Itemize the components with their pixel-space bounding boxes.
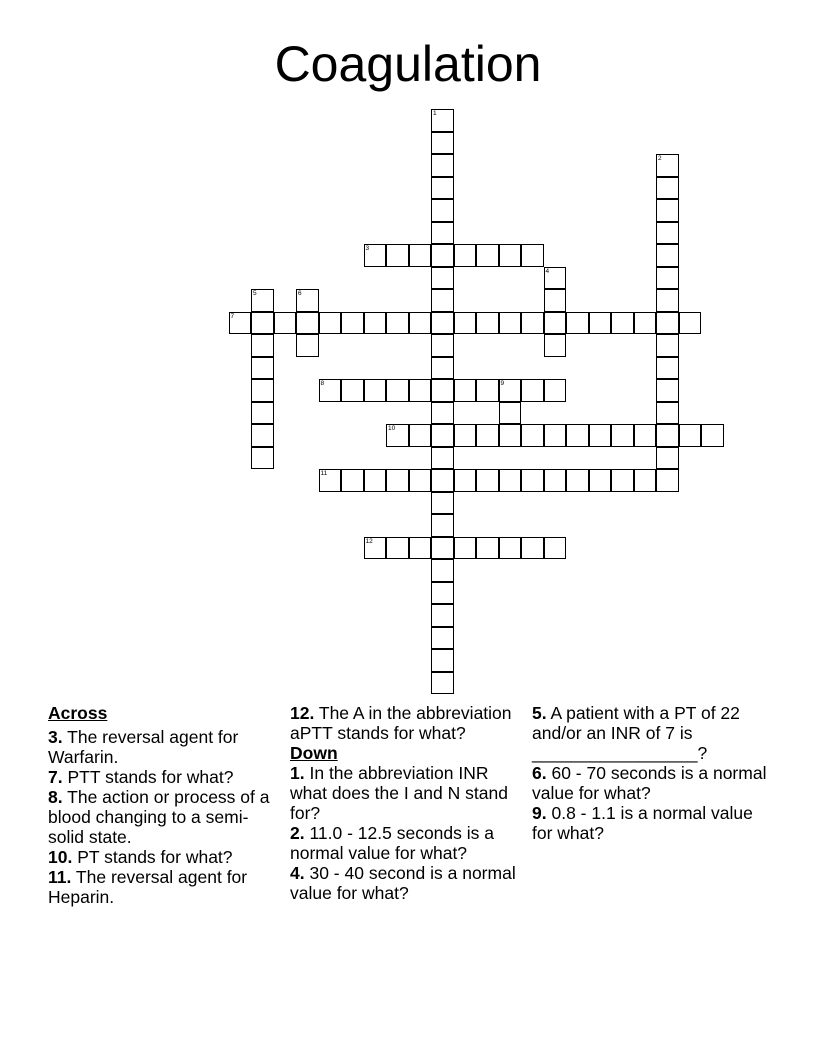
down-clue-5: 5. A patient with a PT of 22 and/or an INR of 7 is _________________? xyxy=(532,703,740,763)
grid-cell[interactable] xyxy=(476,537,499,560)
grid-cell[interactable] xyxy=(431,582,454,605)
cell-number: 6 xyxy=(298,290,302,297)
grid-cell[interactable] xyxy=(409,469,432,492)
grid-cell[interactable] xyxy=(499,424,522,447)
cell-number: 8 xyxy=(320,380,325,387)
grid-cell[interactable] xyxy=(319,379,342,402)
grid-cell[interactable] xyxy=(431,109,454,132)
across-clue-10: 10. PT stands for what? xyxy=(48,847,233,867)
grid-cell[interactable] xyxy=(634,312,657,335)
grid-cell[interactable] xyxy=(544,289,567,312)
cell-number: 10 xyxy=(388,425,396,432)
grid-cell[interactable] xyxy=(521,469,544,492)
grid-cell[interactable] xyxy=(364,379,387,402)
down-clue-2: 2. 11.0 - 12.5 seconds is a normal value for what? xyxy=(290,823,494,863)
grid-cell[interactable] xyxy=(589,469,612,492)
grid-cell[interactable] xyxy=(499,402,522,425)
grid-cell[interactable] xyxy=(431,312,454,335)
cell-number: 4 xyxy=(545,267,550,275)
grid-cell[interactable] xyxy=(566,469,589,492)
grid-cell[interactable] xyxy=(634,424,657,447)
grid-cell[interactable] xyxy=(476,424,499,447)
grid-cell[interactable] xyxy=(499,244,522,267)
grid-cell[interactable] xyxy=(544,379,567,402)
cell-number: 12 xyxy=(365,537,373,545)
grid-cell[interactable] xyxy=(251,402,274,425)
grid-cell[interactable] xyxy=(296,334,319,357)
grid-cell[interactable] xyxy=(566,424,589,447)
grid-cell[interactable] xyxy=(611,424,634,447)
grid-cell[interactable] xyxy=(364,537,387,560)
grid-cell[interactable] xyxy=(656,244,679,267)
grid-cell[interactable] xyxy=(431,289,454,312)
across-clue-7: 7. PTT stands for what? xyxy=(48,767,234,787)
across-heading: Across xyxy=(48,703,108,723)
grid-cell[interactable] xyxy=(656,222,679,245)
grid-cell[interactable] xyxy=(656,199,679,222)
grid-cell[interactable] xyxy=(679,424,702,447)
grid-cell[interactable] xyxy=(656,154,679,177)
grid-cell[interactable] xyxy=(521,424,544,447)
across-clue-3: 3. The reversal agent for Warfarin. xyxy=(48,727,239,767)
grid-cell[interactable] xyxy=(296,312,319,335)
down-clue-1: 1. In the abbreviation INR what does the I and N stand for? xyxy=(290,763,508,823)
grid-cell[interactable] xyxy=(319,312,342,335)
across-clue-8: 8. The action or process of a blood changing to a semi-solid state. xyxy=(48,787,270,847)
grid-cell[interactable] xyxy=(341,469,364,492)
cell-number: 9 xyxy=(500,380,505,387)
grid-cell[interactable] xyxy=(431,244,454,267)
grid-cell[interactable] xyxy=(431,402,454,425)
grid-cell[interactable] xyxy=(656,379,679,402)
grid-cell[interactable] xyxy=(251,357,274,380)
grid-cell[interactable] xyxy=(431,604,454,627)
grid-cell[interactable] xyxy=(431,177,454,200)
grid-cell[interactable] xyxy=(251,334,274,357)
grid-cell[interactable] xyxy=(409,244,432,267)
grid-cell[interactable] xyxy=(431,199,454,222)
grid-cell[interactable] xyxy=(386,424,409,447)
clues-column-3 xyxy=(532,703,772,843)
grid-cell[interactable] xyxy=(589,312,612,335)
grid-cell[interactable] xyxy=(544,469,567,492)
grid-cell[interactable] xyxy=(679,312,702,335)
grid-cell[interactable] xyxy=(251,379,274,402)
grid-cell[interactable] xyxy=(634,469,657,492)
down-clue-9: 9. 0.8 - 1.1 is a normal value for what? xyxy=(532,803,753,843)
grid-cell[interactable] xyxy=(521,537,544,560)
across-clue-11: 11. The reversal agent for Heparin. xyxy=(48,867,248,907)
grid-cell[interactable] xyxy=(431,537,454,560)
grid-cell[interactable] xyxy=(274,312,297,335)
grid-cell[interactable] xyxy=(656,402,679,425)
cell-number: 11 xyxy=(320,470,328,477)
grid-cell[interactable] xyxy=(499,312,522,335)
grid-cell[interactable] xyxy=(454,244,477,267)
grid-cell[interactable] xyxy=(544,267,567,290)
clues-column-2 xyxy=(290,703,522,903)
down-clue-6: 6. 60 - 70 seconds is a normal value for what? xyxy=(532,763,767,803)
grid-cell[interactable] xyxy=(656,447,679,470)
grid-cell[interactable] xyxy=(656,267,679,290)
grid-cell[interactable] xyxy=(476,469,499,492)
grid-cell[interactable] xyxy=(409,379,432,402)
grid-cell[interactable] xyxy=(431,154,454,177)
grid-cell[interactable] xyxy=(544,312,567,335)
down-heading: Down xyxy=(290,743,338,763)
grid-cell[interactable] xyxy=(431,559,454,582)
grid-cell[interactable] xyxy=(431,334,454,357)
grid-cell[interactable] xyxy=(454,537,477,560)
grid-cell[interactable] xyxy=(386,469,409,492)
grid-cell[interactable] xyxy=(431,424,454,447)
grid-cell[interactable] xyxy=(656,357,679,380)
clues-column-1 xyxy=(48,703,280,907)
grid-cell[interactable] xyxy=(431,672,454,695)
cell-number: 1 xyxy=(433,110,437,117)
grid-cell[interactable] xyxy=(341,312,364,335)
grid-cell[interactable] xyxy=(431,447,454,470)
grid-cell[interactable] xyxy=(656,177,679,200)
grid-cell[interactable] xyxy=(251,447,274,470)
grid-cell[interactable] xyxy=(499,537,522,560)
grid-cell[interactable] xyxy=(364,312,387,335)
grid-cell[interactable] xyxy=(431,649,454,672)
grid-cell[interactable] xyxy=(656,289,679,312)
grid-cell[interactable] xyxy=(364,469,387,492)
page-title: Coagulation xyxy=(274,36,542,92)
grid-cell[interactable] xyxy=(431,469,454,492)
grid-cell[interactable] xyxy=(454,312,477,335)
grid-cell[interactable] xyxy=(589,424,612,447)
grid-cell[interactable] xyxy=(431,357,454,380)
grid-cell[interactable] xyxy=(476,379,499,402)
grid-cell[interactable] xyxy=(319,469,342,492)
grid-cell[interactable] xyxy=(521,312,544,335)
grid-cell[interactable] xyxy=(476,312,499,335)
grid-cell[interactable] xyxy=(251,424,274,447)
cell-number: 3 xyxy=(365,245,370,252)
grid-cell[interactable] xyxy=(521,244,544,267)
grid-cell[interactable] xyxy=(454,469,477,492)
grid-cell[interactable] xyxy=(656,469,679,492)
grid-cell[interactable] xyxy=(431,514,454,537)
grid-cell[interactable] xyxy=(499,469,522,492)
grid-cell[interactable] xyxy=(431,222,454,245)
down-clue-4: 4. 30 - 40 second is a normal value for what? xyxy=(290,863,516,903)
grid-cell[interactable] xyxy=(386,244,409,267)
grid-cell[interactable] xyxy=(544,537,567,560)
grid-cell[interactable] xyxy=(386,312,409,335)
grid-cell[interactable] xyxy=(566,312,589,335)
cell-number: 7 xyxy=(230,312,235,320)
grid-cell[interactable] xyxy=(386,537,409,560)
grid-cell[interactable] xyxy=(431,379,454,402)
grid-cell[interactable] xyxy=(476,244,499,267)
grid-cell[interactable] xyxy=(364,244,387,267)
grid-cell[interactable] xyxy=(431,267,454,290)
grid-cell[interactable] xyxy=(409,424,432,447)
grid-cell[interactable] xyxy=(409,537,432,560)
cell-number: 2 xyxy=(658,155,662,162)
grid-cell[interactable] xyxy=(251,312,274,335)
grid-cell[interactable] xyxy=(386,379,409,402)
grid-cell[interactable] xyxy=(701,424,724,447)
grid-cell[interactable] xyxy=(341,379,364,402)
grid-cell[interactable] xyxy=(229,312,252,335)
grid-cell[interactable] xyxy=(656,424,679,447)
grid-cell[interactable] xyxy=(431,627,454,650)
grid-cell[interactable] xyxy=(544,424,567,447)
across-clue-12: 12. The A in the abbreviation aPTT stands for what? xyxy=(290,703,512,743)
cell-number: 5 xyxy=(253,290,257,297)
grid-cell[interactable] xyxy=(454,424,477,447)
grid-cell[interactable] xyxy=(521,379,544,402)
grid-cell[interactable] xyxy=(656,312,679,335)
grid-cell[interactable] xyxy=(611,312,634,335)
grid-cell[interactable] xyxy=(431,132,454,155)
grid-cell[interactable] xyxy=(409,312,432,335)
grid-cell[interactable] xyxy=(454,379,477,402)
grid-cell[interactable] xyxy=(296,289,319,312)
grid-cell[interactable] xyxy=(611,469,634,492)
grid-cell[interactable] xyxy=(251,289,274,312)
grid-cell[interactable] xyxy=(544,334,567,357)
grid-cell[interactable] xyxy=(656,334,679,357)
grid-cell[interactable] xyxy=(499,379,522,402)
grid-cell[interactable] xyxy=(431,492,454,515)
